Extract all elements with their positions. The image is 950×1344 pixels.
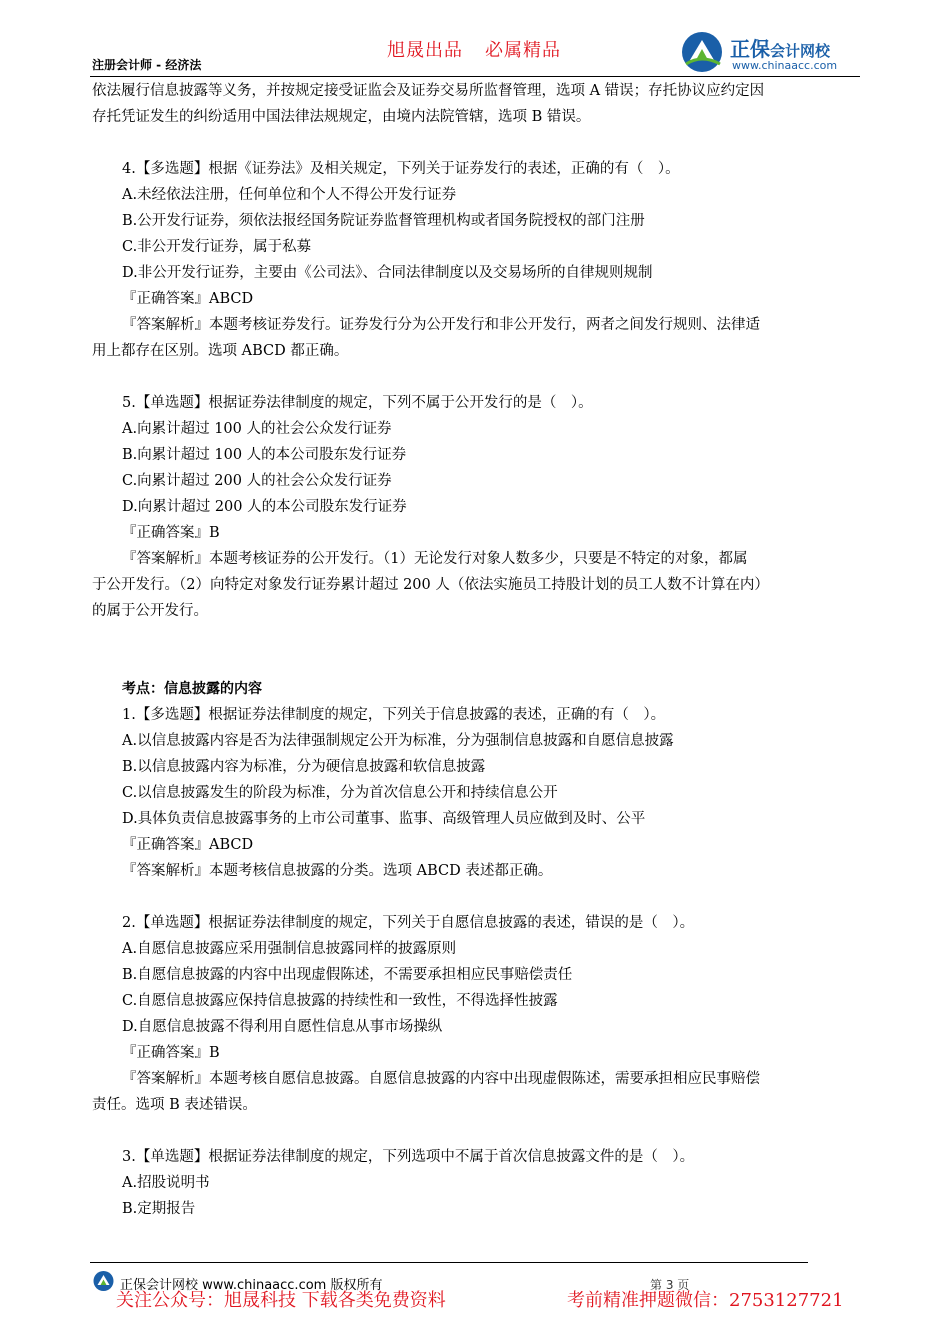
promo-wechat-account: 关注公众号：旭晟科技 下载各类免费资料 bbox=[116, 1290, 446, 1311]
correct-answer: 『正确答案』B bbox=[122, 1045, 220, 1061]
answer-analysis: 『答案解析』本题考核信息披露的分类。选项 ABCD 表述都正确。 bbox=[122, 863, 553, 879]
header-divider bbox=[90, 76, 860, 77]
header-slogan bbox=[387, 36, 561, 62]
logo-name bbox=[730, 33, 830, 62]
question-option: A.未经依法注册，任何单位和个人不得公开发行证券 bbox=[122, 187, 457, 203]
correct-answer: 『正确答案』B bbox=[122, 525, 220, 541]
document-body bbox=[92, 78, 860, 1222]
section-title: 考点：信息披露的内容 bbox=[122, 681, 262, 697]
question-stem: 2.【单选题】根据证券法律制度的规定，下列关于自愿信息披露的表述，错误的是（ ）。 bbox=[122, 915, 695, 931]
intro-line: 存托凭证发生的纠纷适用中国法律法规规定，由境内法院管辖，选项 B 错误。 bbox=[92, 109, 591, 125]
question-option: A.向累计超过 100 人的社会公众发行证券 bbox=[122, 421, 392, 437]
question-option: B.以信息披露内容为标准，分为硬信息披露和软信息披露 bbox=[122, 759, 486, 775]
question-stem: 5.【单选题】根据证券法律制度的规定，下列不属于公开发行的是（ ）。 bbox=[122, 395, 593, 411]
question-option: D.非公开发行证券，主要由《公司法》、合同法律制度以及交易场所的自律规则规制 bbox=[122, 265, 653, 281]
slogan-left: 旭晟出品 bbox=[387, 40, 463, 61]
question-option: A.以信息披露内容是否为法律强制规定公开为标准，分为强制信息披露和自愿信息披露 bbox=[122, 733, 674, 749]
footer-copyright: 正保会计网校 www.chinaacc.com 版权所有 bbox=[120, 1278, 383, 1293]
question-option: A.招股说明书 bbox=[122, 1175, 210, 1191]
chinaacc-logo bbox=[680, 30, 860, 74]
answer-analysis: 『答案解析』本题考核证券的公开发行。（1）无论发行对象人数多少，只要是不特定的对象，都属 bbox=[122, 551, 748, 567]
answer-analysis: 『答案解析』本题考核自愿信息披露。自愿信息披露的内容中出现虚假陈述，需要承担相应民事赔偿 bbox=[122, 1071, 760, 1087]
logo-name-suffix: 会计网校 bbox=[770, 42, 831, 60]
answer-analysis-cont: 用上都存在区别。选项 ABCD 都正确。 bbox=[92, 343, 349, 359]
question-option: C.向累计超过 200 人的社会公众发行证券 bbox=[122, 473, 392, 489]
correct-answer: 『正确答案』ABCD bbox=[122, 291, 254, 307]
question-option: D.具体负责信息披露事务的上市公司董事、监事、高级管理人员应做到及时、公平 bbox=[122, 811, 646, 827]
question-stem: 1.【多选题】根据证券法律制度的规定，下列关于信息披露的表述，正确的有（ ）。 bbox=[122, 707, 666, 723]
logo-name-main: 正保 bbox=[730, 37, 770, 61]
page-number: 第 3 页 bbox=[650, 1278, 690, 1292]
correct-answer: 『正确答案』ABCD bbox=[122, 837, 254, 853]
question-option: D.向累计超过 200 人的本公司股东发行证券 bbox=[122, 499, 407, 515]
question-option: D.自愿信息披露不得利用自愿性信息从事市场操纵 bbox=[122, 1019, 443, 1035]
intro-line: 依法履行信息披露等义务，并按规定接受证监会及证券交易所监督管理，选项 A 错误；存托协议应约定因 bbox=[92, 83, 765, 99]
slogan-right: 必属精品 bbox=[485, 40, 561, 61]
chinaacc-logo-icon bbox=[680, 30, 726, 74]
promo-wechat-contact: 考前精准押题微信：2753127721 bbox=[567, 1290, 844, 1311]
question-option: C.以信息披露发生的阶段为标准，分为首次信息公开和持续信息公开 bbox=[122, 785, 558, 801]
question-option: B.自愿信息披露的内容中出现虚假陈述，不需要承担相应民事赔偿责任 bbox=[122, 967, 573, 983]
document-subject: 注册会计师 - 经济法 bbox=[92, 58, 202, 72]
question-option: B.定期报告 bbox=[122, 1201, 196, 1217]
answer-analysis-cont: 的属于公开发行。 bbox=[92, 603, 208, 619]
question-stem: 3.【单选题】根据证券法律制度的规定，下列选项中不属于首次信息披露文件的是（ ）。 bbox=[122, 1149, 695, 1165]
answer-analysis-cont: 责任。选项 B 表述错误。 bbox=[92, 1097, 257, 1113]
question-option: C.非公开发行证券，属于私募 bbox=[122, 239, 312, 255]
logo-url: www.chinaacc.com bbox=[732, 59, 838, 72]
question-option: B.向累计超过 100 人的本公司股东发行证券 bbox=[122, 447, 407, 463]
question-stem: 4.【多选题】根据《证券法》及相关规定，下列关于证券发行的表述，正确的有（ ）。 bbox=[122, 161, 680, 177]
answer-analysis: 『答案解析』本题考核证券发行。证券发行分为公开发行和非公开发行，两者之间发行规则、法律适 bbox=[122, 317, 760, 333]
footer-divider bbox=[90, 1262, 808, 1263]
question-option: A.自愿信息披露应采用强制信息披露同样的披露原则 bbox=[122, 941, 457, 957]
page-header bbox=[0, 0, 950, 80]
question-option: C.自愿信息披露应保持信息披露的持续性和一致性，不得选择性披露 bbox=[122, 993, 558, 1009]
question-option: B.公开发行证券，须依法报经国务院证券监督管理机构或者国务院授权的部门注册 bbox=[122, 213, 645, 229]
answer-analysis-cont: 于公开发行。（2）向特定对象发行证券累计超过 200 人（依法实施员工持股计划的员工人数不计算在内） bbox=[92, 577, 769, 593]
chinaacc-footer-logo-icon bbox=[92, 1270, 116, 1292]
